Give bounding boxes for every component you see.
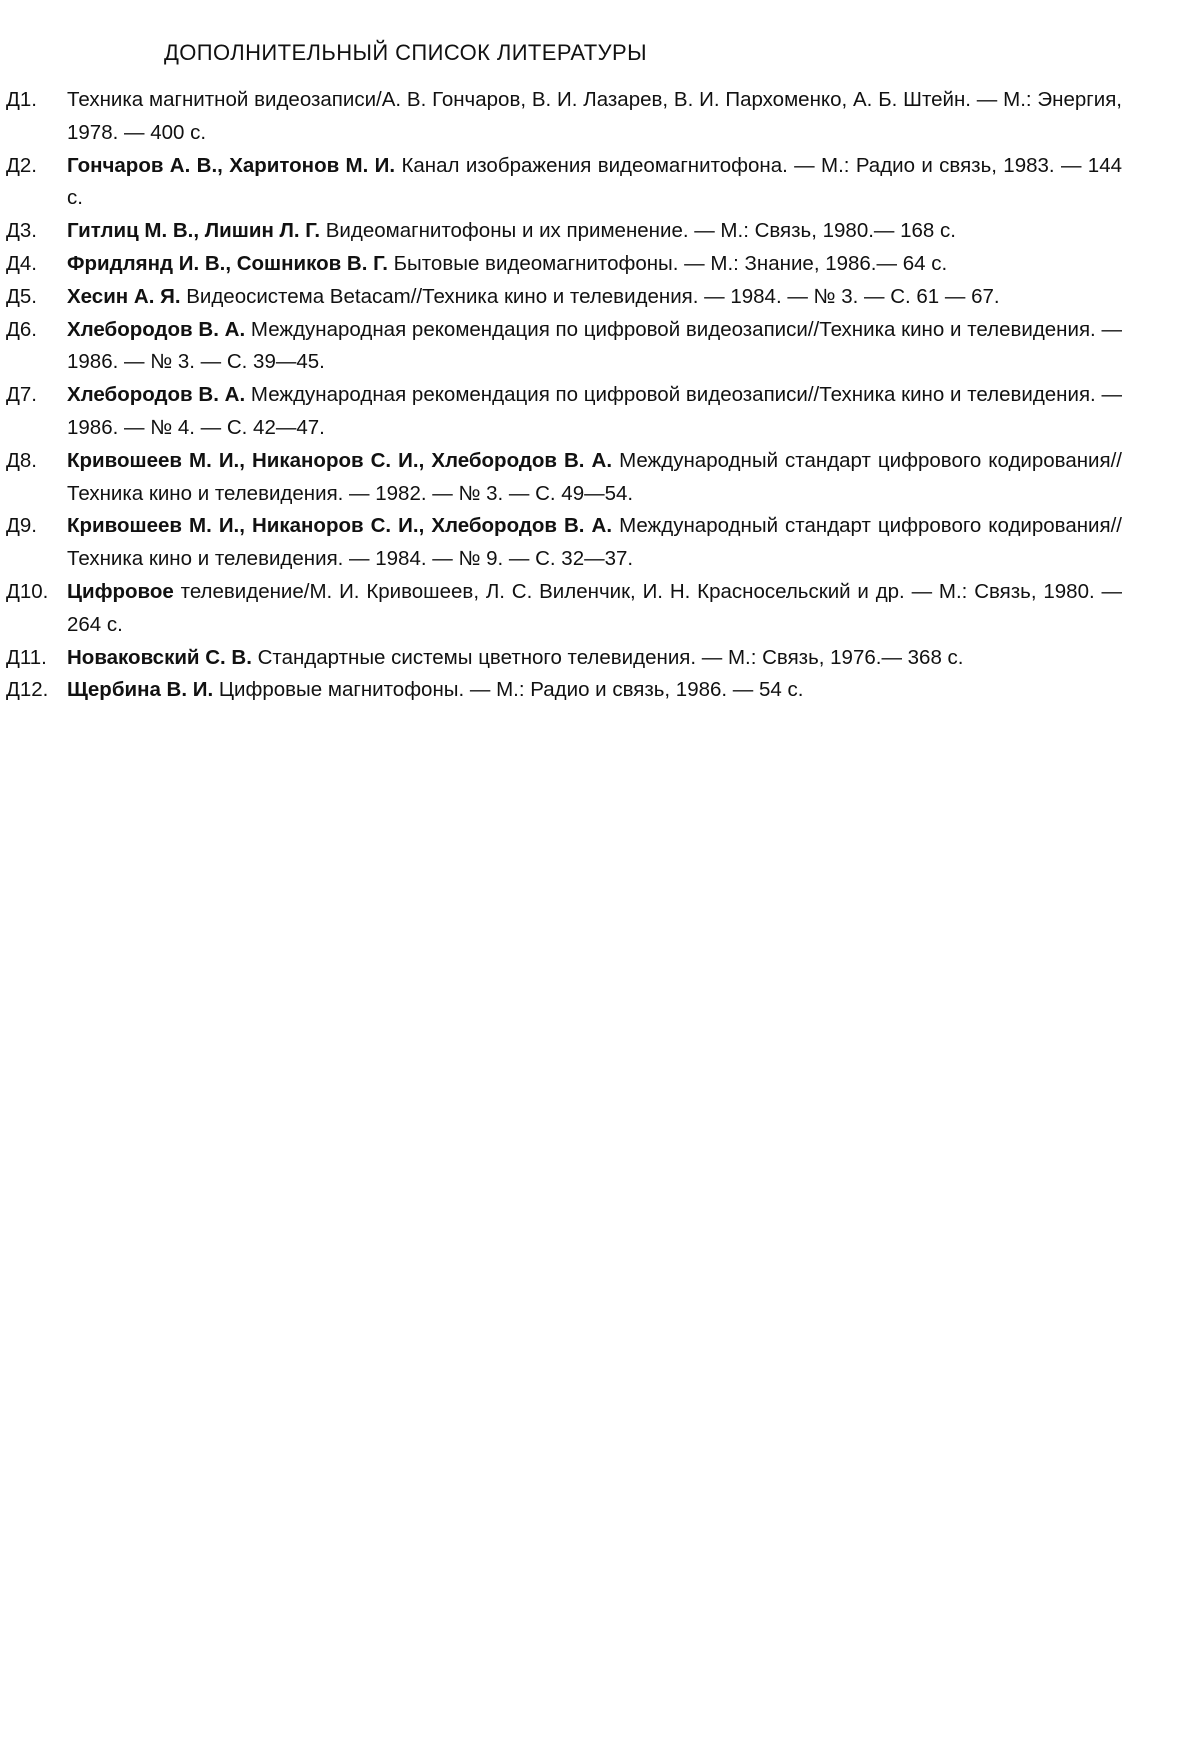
reference-number: Д5. [6, 284, 37, 308]
reference-number: Д2. [6, 153, 37, 177]
reference-list [0, 84, 1122, 707]
reference-number: Д8. [6, 448, 37, 472]
reference-item [0, 510, 1122, 576]
reference-number: Д10. [6, 579, 49, 603]
reference-text: Бытовые видеомагнитофоны. — М.: Знание, 1986.— 64 с. [387, 251, 948, 275]
reference-item [0, 84, 1122, 150]
reference-item [0, 314, 1122, 380]
reference-item [0, 576, 1122, 642]
reference-text: Цифровые магнитофоны. — М.: Радио и связь, 1986. — 54 с. [213, 678, 804, 702]
reference-authors: Щербина В. И. [67, 678, 214, 702]
reference-text: Международная рекомендация по цифровой видеозаписи//Техника кино и телевидения. — 1986. — № 3. — С. 39—45. [67, 317, 1122, 374]
reference-authors: Фридлянд И. В., Сошников В. Г. [67, 251, 388, 275]
reference-number: Д3. [6, 219, 37, 243]
reference-item [0, 215, 1122, 248]
reference-authors: Хлебородов В. А. [67, 383, 246, 407]
reference-text: Видеомагнитофоны и их применение. — М.: Связь, 1980.— 168 с. [320, 219, 956, 243]
reference-number: Д4. [6, 251, 37, 275]
reference-text: телевидение/М. И. Кривошеев, Л. С. Виленчик, И. Н. Красносельский и др. — М.: Связь, 1980. — 264 с. [67, 579, 1122, 636]
reference-text: Канал изображения видеомагнитофона. — М.: Радио и связь, 1983. — 144 с. [67, 153, 1123, 210]
reference-item [0, 379, 1122, 445]
reference-item [0, 674, 1122, 707]
reference-number: Д11. [6, 645, 47, 669]
reference-authors: Кривошеев М. И., Никаноров С. И., Хлебородов В. А. [67, 514, 613, 538]
reference-item [0, 445, 1122, 511]
reference-text: Международный стандарт цифрового кодирования//Техника кино и телевидения. — 1984. — № 9. — С. 32—37. [67, 514, 1122, 571]
reference-number: Д6. [6, 317, 37, 341]
reference-number: Д7. [6, 383, 37, 407]
reference-item [0, 642, 1122, 675]
page-title: ДОПОЛНИТЕЛЬНЫЙ СПИСОК ЛИТЕРАТУРЫ [164, 40, 647, 65]
reference-authors: Цифровое [67, 579, 174, 603]
reference-authors: Хесин А. Я. [67, 284, 181, 308]
reference-number: Д1. [6, 88, 37, 111]
reference-authors: Гончаров А. В., Харитонов М. И. [67, 153, 396, 177]
reference-number: Д12. [6, 678, 49, 702]
reference-authors: Хлебородов В. А. [67, 317, 246, 341]
reference-authors: Новаковский С. В. [67, 645, 252, 669]
reference-item [0, 281, 1122, 314]
reference-text: Стандартные системы цветного телевидения. — М.: Связь, 1976.— 368 с. [251, 645, 964, 669]
reference-authors: Кривошеев М. И., Никаноров С. И., Хлебородов В. А. [67, 448, 613, 472]
reference-text: Международный стандарт цифрового кодирования//Техника кино и телевидения. — 1982. — № 3. — С. 49—54. [67, 448, 1122, 505]
reference-text: Международная рекомендация по цифровой видеозаписи//Техника кино и телевидения. — 1986. — № 4. — С. 42—47. [67, 383, 1122, 439]
reference-item [0, 248, 1122, 281]
reference-text: Техника магнитной видеозаписи/А. В. Гончаров, В. И. Лазарев, В. И. Пархоменко, А. Б. Штейн. — М.: Энергия, 1978. — 400 с. [67, 88, 1122, 144]
reference-number: Д9. [6, 514, 37, 538]
reference-text: Видеосистема Betacam//Техника кино и телевидения. — 1984. — № 3. — С. 61 — 67. [180, 284, 1000, 308]
reference-authors: Гитлиц М. В., Лишин Л. Г. [67, 219, 321, 243]
reference-item [0, 150, 1122, 216]
